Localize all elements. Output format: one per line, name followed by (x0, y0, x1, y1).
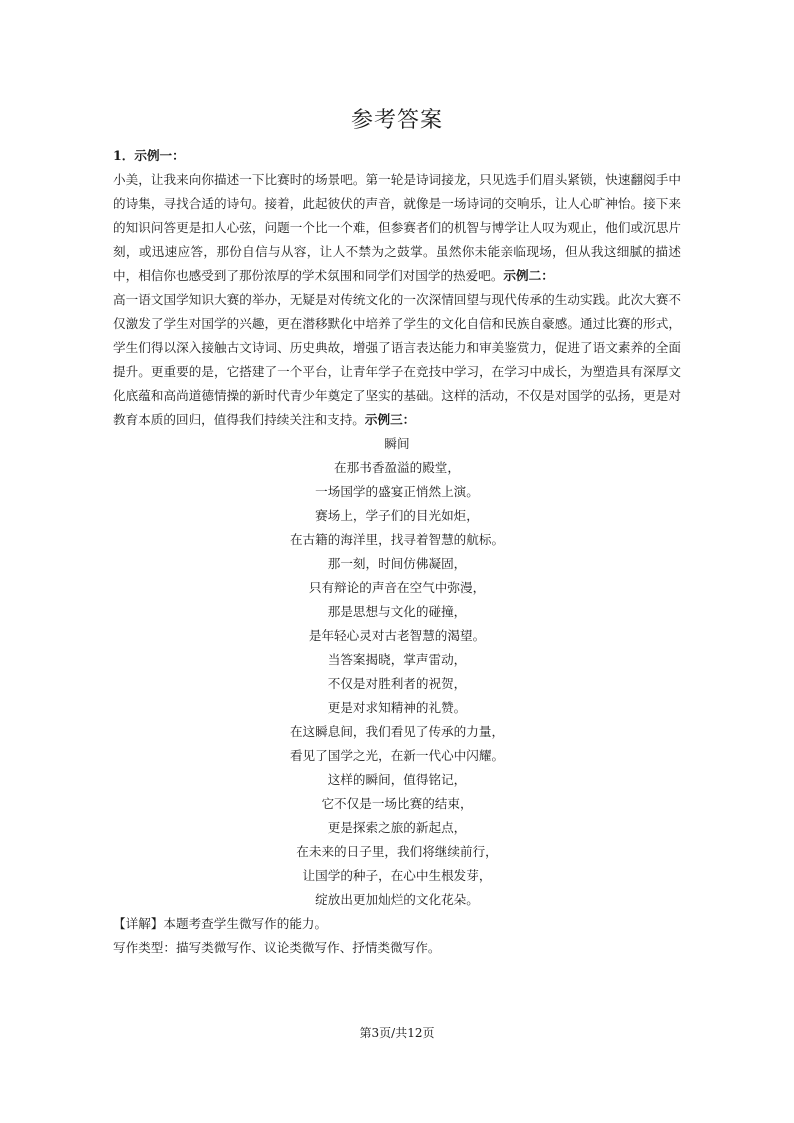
poem-line: 在古籍的海洋里，找寻着智慧的航标。 (289, 532, 505, 547)
question-label: 1．示例一： (113, 148, 185, 163)
answer-content (113, 144, 681, 960)
poem-line: 那是思想与文化的碰撞， (327, 604, 467, 619)
poem-line: 当答案揭晓，掌声雷动， (327, 652, 467, 667)
poem-line: 不仅是对胜利者的祝贺， (327, 676, 467, 691)
poem-line: 在未来的日子里，我们将继续前行， (296, 844, 498, 859)
poem-line: 让国学的种子，在心中生根发芽， (302, 868, 492, 883)
example-three-label: 示例三： (364, 412, 416, 427)
poem-line: 这样的瞬间，值得铭记， (327, 772, 467, 787)
poem-line: 更是探索之旅的新起点， (327, 820, 467, 835)
poem-line: 是年轻心灵对古老智慧的渴望。 (308, 628, 486, 643)
poem-title: 瞬间 (384, 436, 410, 451)
writing-type-line: 写作类型：描写类微写作、议论类微写作、抒情类微写作。 (113, 940, 441, 955)
example-one-text: 小美，让我来向你描述一下比赛时的场景吧。第一轮是诗词接龙，只见选手们眉头紧锁，快速翻阅手中的诗集，寻找合适的诗句。接着，此起彼伏的声音，就像是一场诗词的交响乐，让人心旷神怡。接下来的知识问答更是扣人心弦，问题一个比一个难，但参赛者们的机智与博学让人叹为观止，他们或沉思片刻，或迅速应答，那份自信与从容，让人不禁为之鼓掌。虽然你未能亲临现场，但从我这细腻的描述中，相信你也感受到了那份浓厚的学术氛围和同学们对国学的热爱吧。 (113, 172, 681, 283)
page-title: 参考答案 (350, 108, 443, 133)
poem-line: 只有辩论的声音在空气中弥漫， (308, 580, 486, 595)
poem-line: 更是对求知精神的礼赞。 (327, 700, 467, 715)
poem (113, 432, 681, 912)
page-footer: 第3页/共12页 (359, 1026, 435, 1040)
poem-line: 赛场上，学子们的目光如炬， (315, 508, 479, 523)
example-two-text: 高一语文国学知识大赛的举办，无疑是对传统文化的一次深情回望与现代传承的生动实践。此次大赛不仅激发了学生对国学的兴趣，更在潜移默化中培养了学生的文化自信和民族自豪感。通过比赛的形式，学生们得以深入接触古文诗词、历史典故，增强了语言表达能力和审美鉴赏力，促进了语文素养的全面提升。更重要的是，它搭建了一个平台，让青年学子在竞技中学习，在学习中成长，为塑造具有深厚文化底蕴和高尚道德情操的新时代青少年奠定了坚实的基础。这样的活动，不仅是对国学的弘扬，更是对教育本质的回归，值得我们持续关注和支持。 (113, 292, 681, 427)
poem-line: 它不仅是一场比赛的结束， (321, 796, 473, 811)
poem-line: 那一刻，时间仿佛凝固， (327, 556, 467, 571)
poem-line: 在那书香盈溢的殿堂， (334, 460, 460, 475)
poem-line: 看见了国学之光，在新一代心中闪耀。 (289, 748, 505, 763)
example-two-paragraph (113, 288, 681, 432)
poem-line: 在这瞬息间，我们看见了传承的力量， (289, 724, 505, 739)
example-two-label: 示例二： (503, 268, 554, 283)
poem-line: 一场国学的盛宴正悄然上演。 (315, 484, 479, 499)
example-one-paragraph (113, 168, 681, 288)
poem-line: 绽放出更加灿烂的文化花朵。 (315, 892, 479, 907)
detail-line: 【详解】本题考查学生微写作的能力。 (113, 916, 328, 931)
